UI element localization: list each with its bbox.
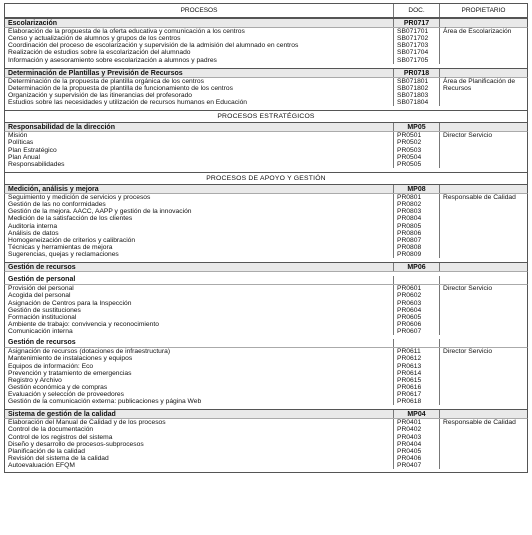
doc-code: PR0503 <box>393 147 439 154</box>
process-group-row <box>4 68 528 78</box>
owner <box>439 99 527 106</box>
section-title: PROCESOS DE APOYO Y GESTIÓN <box>206 174 326 182</box>
table-row <box>4 300 528 307</box>
group-code: PR0717 <box>393 19 439 27</box>
doc-code: PR0615 <box>393 377 439 384</box>
table-row <box>4 244 528 251</box>
process-name: Gestión de sustituciones <box>8 306 81 314</box>
group-owner-cell <box>439 185 527 193</box>
table-row <box>4 49 528 56</box>
process-name: Revisión del sistema de la calidad <box>8 455 109 463</box>
doc-code: PR0612 <box>393 355 439 362</box>
table-body <box>4 18 528 473</box>
process-name: Ambiente de trabajo: convivencia y reconocimiento <box>8 320 159 328</box>
process-name: Control de los registros del sistema <box>8 433 113 441</box>
table-row <box>4 292 528 299</box>
table-row <box>4 251 528 258</box>
process-name: Responsabilidades <box>8 160 65 168</box>
group-code: MP05 <box>393 123 439 131</box>
table-row <box>4 147 528 154</box>
doc-code: PR0804 <box>393 215 439 222</box>
header-procesos: PROCESOS <box>180 7 218 14</box>
table-row <box>4 434 528 441</box>
owner <box>439 251 527 258</box>
process-name: Acogida del personal <box>8 292 71 300</box>
doc-code: PR0504 <box>393 154 439 161</box>
process-name: Medición de la satisfacción de los clientes <box>8 215 133 223</box>
owner <box>439 35 527 42</box>
process-name: Estudios sobre las necesidades y utilización de recursos humanos en Educación <box>8 99 248 107</box>
process-name: Mantenimiento de instalaciones y equipos <box>8 355 133 363</box>
group-title: Gestión de personal <box>8 276 76 284</box>
group-owner-cell <box>439 410 527 418</box>
owner: Director Servicio <box>439 348 527 355</box>
owner <box>439 391 527 398</box>
group-code: MP04 <box>393 410 439 418</box>
group-owner-cell <box>439 19 527 27</box>
process-name: Asignación de recursos (dotaciones de infraestructura) <box>8 348 171 356</box>
owner: Responsable de Calidad <box>439 419 527 426</box>
owner <box>439 244 527 251</box>
owner <box>439 434 527 441</box>
doc-code: PR0606 <box>393 321 439 328</box>
doc-code: SB071704 <box>393 49 439 56</box>
doc-code: PR0505 <box>393 161 439 168</box>
owner <box>439 154 527 161</box>
table-row <box>4 42 528 49</box>
doc-code: PR0605 <box>393 314 439 321</box>
process-name: Coordinación del proceso de escolarización y supervisión de la admisión del alumnado en centros <box>8 42 299 50</box>
table-row <box>4 161 528 168</box>
process-name: Planificación de la calidad <box>8 447 85 455</box>
process-name: Técnicas y herramientas de mejora <box>8 243 113 251</box>
owner <box>439 292 527 299</box>
header-propietario: PROPIETARIO <box>439 4 527 17</box>
section-heading <box>4 110 528 122</box>
owner: Director Servicio <box>439 285 527 292</box>
owner <box>439 139 527 146</box>
group-code <box>393 339 439 347</box>
process-name: Equipos de información: Eco <box>8 362 94 370</box>
process-name: Políticas <box>8 139 34 147</box>
table-row <box>4 230 528 237</box>
table-row <box>4 223 528 230</box>
row-spacer <box>4 469 528 473</box>
process-name: Determinación de la propuesta de plantilla de funcionamiento de los centros <box>8 84 233 92</box>
owner <box>439 398 527 405</box>
table-row <box>4 348 528 355</box>
doc-code: SB071804 <box>393 99 439 106</box>
process-name: Homogeneización de criterios y calibración <box>8 236 136 244</box>
owner <box>439 230 527 237</box>
owner <box>439 300 527 307</box>
table-row <box>4 391 528 398</box>
doc-code: PR0604 <box>393 307 439 314</box>
table-row <box>4 321 528 328</box>
doc-code: PR0406 <box>393 455 439 462</box>
table-row <box>4 441 528 448</box>
owner <box>439 363 527 370</box>
owner <box>439 161 527 168</box>
process-name: Determinación de la propuesta de plantilla orgánica de los centros <box>8 77 204 85</box>
process-name: Autoevaluación EFQM <box>8 462 75 470</box>
doc-code: SB071703 <box>393 42 439 49</box>
owner <box>439 42 527 49</box>
table-row <box>4 139 528 146</box>
doc-code: SB071701 <box>393 28 439 35</box>
process-name: Gestión de la comunicación externa: publicaciones y página Web <box>8 398 202 406</box>
process-name: Asignación de Centros para la Inspección <box>8 299 132 307</box>
process-name: Gestión de la mejora. AACC, AAPP y gestión de la innovación <box>8 208 192 216</box>
owner <box>439 448 527 455</box>
process-name: Misión <box>8 132 28 140</box>
doc-code: PR0611 <box>393 348 439 355</box>
doc-code: PR0802 <box>393 201 439 208</box>
doc-code: SB071705 <box>393 57 439 64</box>
owner: Director Servicio <box>439 132 527 139</box>
table-row <box>4 307 528 314</box>
owner <box>439 370 527 377</box>
table-row <box>4 285 528 292</box>
doc-code: PR0618 <box>393 398 439 405</box>
process-name: Seguimiento y medición de servicios y procesos <box>8 193 151 201</box>
owner <box>439 314 527 321</box>
process-name: Realización de estudios sobre la escolarización del alumnado <box>8 49 191 57</box>
table-row <box>4 355 528 362</box>
owner <box>439 92 527 99</box>
table-row <box>4 363 528 370</box>
table-row <box>4 237 528 244</box>
doc-code: PR0403 <box>393 434 439 441</box>
owner <box>439 57 527 64</box>
table-row <box>4 28 528 35</box>
group-title: Determinación de Plantillas y Previsión de Recursos <box>8 69 183 77</box>
owner <box>439 201 527 208</box>
doc-code: PR0806 <box>393 230 439 237</box>
owner: Área de Escolarización <box>439 28 527 35</box>
process-group-row <box>4 184 528 194</box>
table-row <box>4 426 528 433</box>
group-title: Responsabilidad de la dirección <box>8 124 115 132</box>
group-title: Gestión de recursos <box>8 339 76 347</box>
table-row <box>4 208 528 215</box>
owner <box>439 321 527 328</box>
table-row <box>4 92 528 99</box>
owner <box>439 355 527 362</box>
owner <box>439 49 527 56</box>
owner <box>439 85 527 92</box>
process-name: Auditoría interna <box>8 222 58 230</box>
process-name: Evaluación y selección de proveedores <box>8 391 124 399</box>
owner <box>439 441 527 448</box>
doc-code: PR0607 <box>393 328 439 335</box>
doc-code: PR0502 <box>393 139 439 146</box>
table-row <box>4 419 528 426</box>
doc-code: PR0603 <box>393 300 439 307</box>
process-group-row <box>4 18 528 28</box>
group-title: Escolarización <box>8 20 58 27</box>
owner <box>439 328 527 335</box>
group-owner-cell <box>439 339 527 347</box>
process-group-row <box>4 262 528 272</box>
process-name: Plan Estratégico <box>8 146 57 154</box>
owner <box>439 208 527 215</box>
doc-code: PR0402 <box>393 426 439 433</box>
table-row <box>4 215 528 222</box>
process-name: Análisis de datos <box>8 229 59 237</box>
group-code: MP06 <box>393 263 439 271</box>
section-heading <box>4 172 528 184</box>
doc-code: PR0401 <box>393 419 439 426</box>
doc-code: PR0809 <box>393 251 439 258</box>
group-code: PR0718 <box>393 69 439 77</box>
doc-code: PR0602 <box>393 292 439 299</box>
group-title: Sistema de gestión de la calidad <box>8 411 116 419</box>
process-name: Control de la documentación <box>8 426 94 434</box>
table-row <box>4 462 528 469</box>
process-name: Plan Anual <box>8 153 40 161</box>
process-name: Elaboración del Manual de Calidad y de los procesos <box>8 419 166 427</box>
table-header <box>4 4 528 18</box>
doc-code: PR0614 <box>393 370 439 377</box>
doc-code: SB071803 <box>393 92 439 99</box>
table-row <box>4 384 528 391</box>
doc-code: PR0613 <box>393 363 439 370</box>
owner <box>439 307 527 314</box>
subgroup-row <box>4 339 528 348</box>
table-row <box>4 398 528 405</box>
doc-code: PR0601 <box>393 285 439 292</box>
group-owner-cell <box>439 263 527 271</box>
process-name: Formación institucional <box>8 313 77 321</box>
doc-code: PR0617 <box>393 391 439 398</box>
table-row <box>4 57 528 64</box>
doc-code: PR0404 <box>393 441 439 448</box>
header-doc: DOC. <box>393 4 439 17</box>
table-row <box>4 201 528 208</box>
table-row <box>4 448 528 455</box>
process-name: Registro y Archivo <box>8 376 62 384</box>
group-owner-cell <box>439 276 527 284</box>
doc-code: PR0501 <box>393 132 439 139</box>
process-name: Diseño y desarrollo de procesos-subprocesos <box>8 440 144 448</box>
process-table <box>4 3 528 473</box>
owner: Área de Planificación de Recursos <box>439 78 527 85</box>
doc-code: SB071802 <box>393 85 439 92</box>
table-row <box>4 370 528 377</box>
doc-code: PR0616 <box>393 384 439 391</box>
table-row <box>4 377 528 384</box>
doc-code: SB071702 <box>393 35 439 42</box>
group-title: Medición, análisis y mejora <box>8 185 99 193</box>
doc-code: SB071801 <box>393 78 439 85</box>
table-row <box>4 35 528 42</box>
owner <box>439 426 527 433</box>
group-title: Gestión de recursos <box>8 264 76 272</box>
process-name: Organización y supervisión de las itinerancias del profesorado <box>8 91 193 99</box>
doc-code: PR0801 <box>393 194 439 201</box>
table-row <box>4 314 528 321</box>
subgroup-row <box>4 276 528 285</box>
owner <box>439 147 527 154</box>
group-owner-cell <box>439 123 527 131</box>
process-name: Elaboración de la propuesta de la oferta educativa y comunicación a los centros <box>8 28 245 35</box>
owner <box>439 455 527 462</box>
owner <box>439 462 527 469</box>
doc-code: PR0808 <box>393 244 439 251</box>
process-name: Comunicación interna <box>8 328 73 336</box>
process-name: Gestión económica y de compras <box>8 383 108 391</box>
process-name: Prevención y tratamiento de emergencias <box>8 369 132 377</box>
process-group-row <box>4 122 528 132</box>
owner <box>439 377 527 384</box>
process-name: Censo y actualización de alumnos y grupos de los centros <box>8 35 181 43</box>
owner <box>439 215 527 222</box>
process-group-row <box>4 409 528 419</box>
owner <box>439 384 527 391</box>
process-name: Sugerencias, quejas y reclamaciones <box>8 251 119 259</box>
process-name: Provisión del personal <box>8 285 74 293</box>
doc-code: PR0807 <box>393 237 439 244</box>
group-code: MP08 <box>393 185 439 193</box>
table-row <box>4 99 528 106</box>
owner <box>439 223 527 230</box>
process-name: Gestión de las no conformidades <box>8 201 106 209</box>
table-row <box>4 85 528 92</box>
table-row <box>4 328 528 335</box>
doc-code: PR0803 <box>393 208 439 215</box>
group-code <box>393 276 439 284</box>
table-row <box>4 154 528 161</box>
doc-code: PR0407 <box>393 462 439 469</box>
table-row <box>4 455 528 462</box>
section-title: PROCESOS ESTRATÉGICOS <box>217 113 315 121</box>
owner <box>439 237 527 244</box>
doc-code: PR0805 <box>393 223 439 230</box>
doc-code: PR0405 <box>393 448 439 455</box>
owner: Responsable de Calidad <box>439 194 527 201</box>
group-owner-cell <box>439 69 527 77</box>
process-name: Información y asesoramiento sobre escolarización a alumnos y padres <box>8 56 217 64</box>
table-row <box>4 132 528 139</box>
table-row <box>4 194 528 201</box>
